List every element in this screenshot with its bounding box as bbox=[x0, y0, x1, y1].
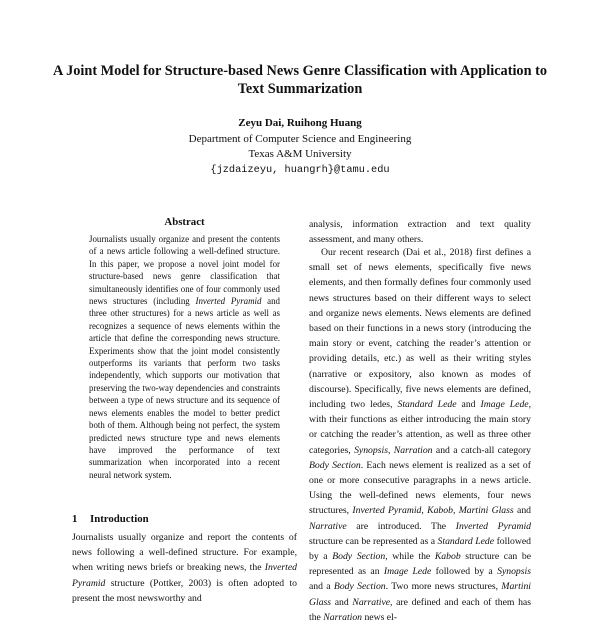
term-emphasis: Martini Glass bbox=[458, 505, 514, 517]
term-emphasis: Narrative bbox=[309, 520, 347, 532]
abstract-text bbox=[89, 233, 280, 481]
term-emphasis: Martini Glass bbox=[309, 581, 531, 608]
section-title: Introduction bbox=[90, 513, 149, 525]
paragraph-text-run: , bbox=[452, 505, 459, 517]
paragraph-text-run: , are defined and each of them has the bbox=[309, 596, 531, 623]
author-email: {jzdaizeyu, huangrh}@tamu.edu bbox=[210, 163, 390, 176]
term-emphasis: Body Section bbox=[333, 581, 386, 593]
paragraph-text-run: , bbox=[387, 444, 394, 456]
introduction-paragraph bbox=[72, 530, 297, 606]
affiliation-department: Department of Computer Science and Engineering bbox=[188, 132, 412, 145]
term-emphasis: Kabob bbox=[434, 551, 461, 563]
term-emphasis: Kabob bbox=[427, 505, 453, 517]
paper-title: A Joint Model for Structure-based News Genre Classification with Application to Text Summarization bbox=[52, 63, 548, 97]
affiliation-university: Texas A&M University bbox=[248, 148, 352, 161]
term-emphasis: Synopsis bbox=[354, 444, 388, 456]
paragraph-text-run: followed by a bbox=[431, 566, 498, 578]
term-emphasis: Inverted Pyramid bbox=[455, 520, 531, 532]
term-emphasis: Body Section bbox=[309, 459, 361, 471]
paragraph-text-run: and bbox=[513, 505, 532, 517]
paragraph-text-run: are introduced. The bbox=[346, 520, 456, 532]
abstract-emphasis: Inverted Pyramid bbox=[195, 296, 262, 307]
paragraph-text-run: Our recent research (Dai et al., 2018) first defines a small set of news elements, specifically five news elements, and then formally defines four commonly used news structures based on their different ways to select and organize news elements. News elements are defined based on their functions in a news story (introducing the main story or event, catching the reader’s attention or providing details, etc.) as well as their writing styles (narrative or expository, also known as modes of discourse). Specifically, five news elements are defined, including two ledes, bbox=[309, 247, 531, 411]
term-emphasis: Narrative bbox=[352, 596, 391, 608]
term-emphasis: Standard Lede bbox=[397, 399, 457, 411]
abstract-text-a: Journalists usually organize and present the contents of a news article following a well-defined structure. In this paper, we propose a novel joint model for structure-based news genre classification that simultaneously identifies one of four commonly used news structures (including bbox=[89, 234, 280, 307]
paragraph-text-run: , bbox=[421, 505, 428, 517]
term-emphasis: Standard Lede bbox=[437, 535, 495, 547]
paragraph-text-run: structure can be represented as a bbox=[309, 535, 438, 547]
term-emphasis: Narration bbox=[323, 611, 363, 623]
author-names: Zeyu Dai, Ruihong Huang bbox=[238, 117, 362, 129]
author-block bbox=[60, 116, 540, 178]
paragraph-text-run: and bbox=[331, 596, 353, 608]
section-heading-introduction bbox=[72, 513, 297, 525]
intro-text-a: Journalists usually organize and report the contents of news following a well-defined structure. For example, when writing news briefs or breaking news, the bbox=[72, 532, 297, 574]
abstract-heading: Abstract bbox=[164, 216, 205, 228]
term-emphasis: Image Lede bbox=[383, 566, 432, 578]
paragraph-text-run: , with their functions as either introducing the main story or catching the reader’s attention, as well as three other categories, bbox=[309, 399, 532, 456]
right-column-paragraph-1: analysis, information extraction and text quality assessment, and many others. bbox=[309, 219, 531, 246]
paragraph-text-run: followed by a bbox=[309, 535, 532, 563]
abstract-text-b: and three other structures) for a news article as well as recognizes a sequence of news elements within the article that define the corresponding news structure. Experiments show that the joint model consistently outperforms its variants that perform two tasks independently, which supports our motivation that preserving the two-way dependencies and constraints between a type of news structure and its sequence of news elements enables the model to better predict both of them. Although being not perfect, the system predicted news structure type and news elements have improved the performance of text summarization when incorporated into a recent neural network system. bbox=[89, 296, 280, 480]
paragraph-text-run: structure can be represented as an bbox=[309, 551, 531, 578]
section-number: 1 bbox=[72, 513, 78, 525]
paragraph-text-run: and a catch-all category bbox=[432, 444, 531, 456]
paragraph-text-run: . Each news element is realized as a set of one or more consecutive paragraphs in a news article. Using the well-defined news elements, four news structures, bbox=[309, 459, 532, 517]
term-emphasis: Image Lede bbox=[480, 399, 529, 411]
term-emphasis: Synopsis bbox=[497, 566, 531, 578]
term-emphasis: Body Section bbox=[332, 551, 386, 563]
paragraph-text-run: news el- bbox=[362, 611, 398, 623]
paragraph-text-run: and bbox=[456, 399, 481, 411]
term-emphasis: Inverted Pyramid bbox=[352, 505, 422, 517]
intro-text-b: structure (Pottker, 2003) is often adopted to present the most newsworthy and bbox=[72, 577, 297, 604]
paragraph-text-run: , while the bbox=[385, 551, 435, 563]
term-emphasis: Narration bbox=[393, 444, 433, 456]
right-column-paragraph-2 bbox=[309, 245, 531, 625]
paragraph-text-run: and a bbox=[309, 581, 334, 593]
intro-emphasis: Inverted Pyramid bbox=[72, 562, 297, 589]
paragraph-text-run: . Two more news structures, bbox=[385, 581, 502, 593]
